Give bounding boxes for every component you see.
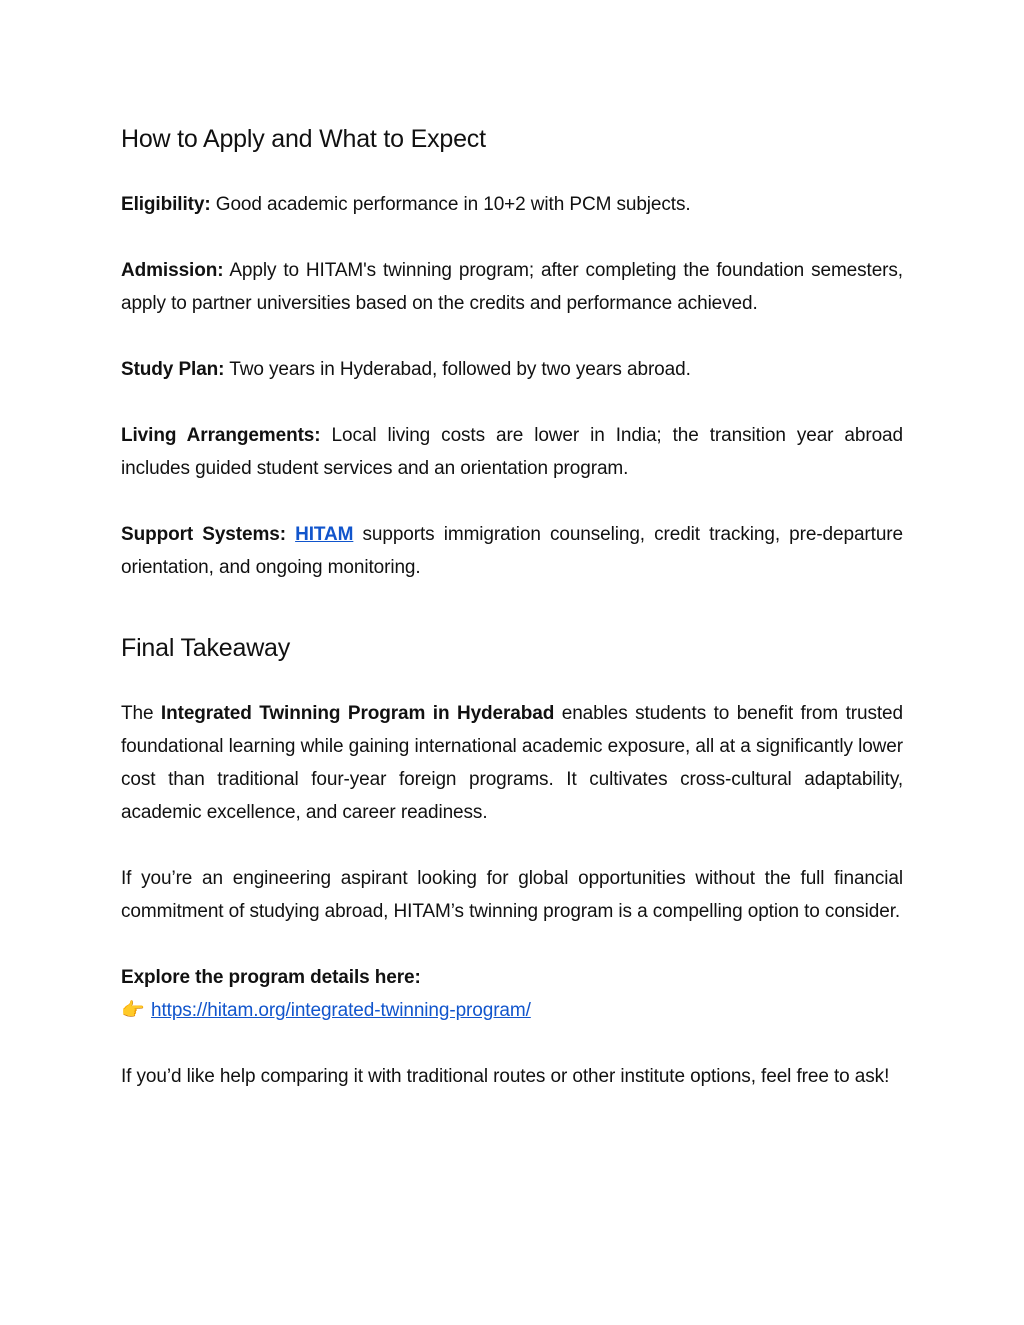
support-label: Support Systems: [121,524,286,545]
living-paragraph [121,419,903,485]
section-heading-takeaway: Final Takeaway [121,634,291,662]
admission-paragraph [121,254,903,320]
support-paragraph [121,518,903,584]
living-label: Living Arrangements: [121,425,321,446]
eligibility-label: Eligibility: [121,194,211,215]
support-text: supports immigration counseling, credit tracking, pre-departure orientation, and ongoing monitoring. [121,524,903,578]
program-name: Integrated Twinning Program in Hyderabad [160,703,555,724]
study-plan-text: Two years in Hyderabad, followed by two years abroad. [224,359,691,380]
aspirant-paragraph: If you’re an engineering aspirant looking for global opportunities without the full financial commitment of studying abroad, HITAM’s twinning program is a compelling option to consider. [121,868,903,922]
hitam-link[interactable]: HITAM [295,524,354,545]
study-plan-paragraph [121,353,903,386]
takeaway-pre: The [121,703,161,724]
explore-link-line [121,994,903,1027]
document-content [121,118,903,1093]
closing-paragraph: If you’d like help comparing it with traditional routes or other institute options, feel free to ask! [121,1066,890,1087]
pointing-hand-icon: 👉 [121,1000,145,1021]
program-details-link[interactable]: https://hitam.org/integrated-twinning-program/ [151,1000,531,1021]
admission-label: Admission: [121,260,224,281]
eligibility-paragraph [121,188,903,221]
takeaway-paragraph [121,697,903,829]
explore-label: Explore the program details here: [121,967,421,988]
takeaway-post: enables students to benefit from trusted foundational learning while gaining international academic exposure, all at a significantly lower cost than traditional four-year foreign programs. It cultivates cross-cultural adaptability, academic excellence, and career readiness. [121,703,903,823]
living-text: Local living costs are lower in India; the transition year abroad includes guided student services and an orientation program. [121,425,903,479]
admission-text: Apply to HITAM's twinning program; after completing the foundation semesters, apply to partner universities based on the credits and performance achieved. [121,260,903,314]
section-heading-apply: How to Apply and What to Expect [121,125,486,153]
eligibility-text: Good academic performance in 10+2 with PCM subjects. [210,194,691,215]
study-plan-label: Study Plan: [121,359,225,380]
